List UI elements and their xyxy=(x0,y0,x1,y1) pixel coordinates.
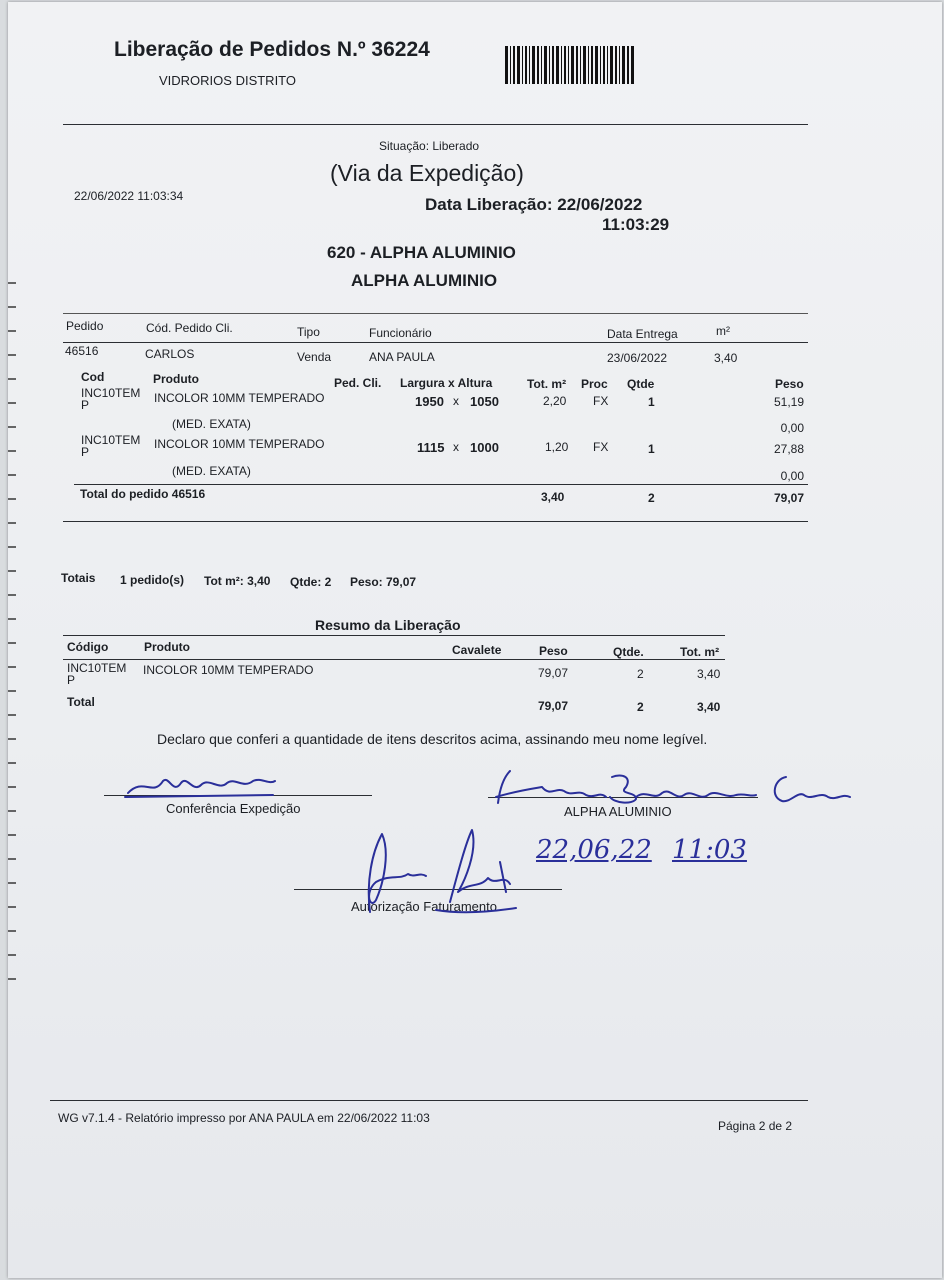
order-total-qtde: 2 xyxy=(648,491,655,505)
item-1-x: x xyxy=(453,394,459,408)
col-tipo: Tipo xyxy=(297,325,320,339)
client-line-2: ALPHA ALUMINIO xyxy=(351,271,498,290)
item-col-cod: Cod xyxy=(81,370,105,384)
item-1-proc: FX xyxy=(593,394,609,408)
col-cod-cli: Cód. Pedido Cli. xyxy=(146,321,233,335)
autorizacao-signature xyxy=(340,822,530,922)
item-1-cod-line1: INC10TEM xyxy=(81,386,141,400)
item-1-produto: INCOLOR 10MM TEMPERADO xyxy=(154,391,325,405)
item-2-proc: FX xyxy=(593,440,609,454)
totals-tot-m2: Tot m²: 3,40 xyxy=(204,574,271,588)
header-divider xyxy=(63,124,808,125)
totals-label: Totais xyxy=(61,571,96,585)
declaration-text: Declaro que conferi a quantidade de itens descritos acima, assinando meu nome legível. xyxy=(157,731,708,747)
item-col-ped-cli: Ped. Cli. xyxy=(334,376,382,390)
totals-qtde: Qtde: 2 xyxy=(290,575,332,589)
item-2-cod xyxy=(81,434,140,458)
handwritten-date: 22,06,22 xyxy=(536,835,652,865)
order-tipo: Venda xyxy=(297,350,332,364)
item-2-largura: 1115 xyxy=(417,440,445,455)
order-total-line xyxy=(74,484,808,485)
summary-row-qtde: 2 xyxy=(637,667,644,681)
item-2-note-peso: 0,00 xyxy=(780,469,804,483)
order-bottom-line xyxy=(63,521,808,522)
client-line-1: 620 - ALPHA ALUMINIO xyxy=(327,243,516,262)
item-1-cod-line2: P xyxy=(81,398,90,412)
footer-page-number: Página 2 de 2 xyxy=(718,1119,793,1133)
order-total-m2: 3,40 xyxy=(541,490,565,504)
printed-at: 22/06/2022 11:03:34 xyxy=(74,189,184,203)
item-2-produto: INCOLOR 10MM TEMPERADO xyxy=(154,437,325,451)
order-funcionario: ANA PAULA xyxy=(369,350,435,364)
item-2-x: x xyxy=(453,440,459,454)
client-signature xyxy=(486,767,856,811)
col-data-entrega: Data Entrega xyxy=(607,327,678,341)
item-col-largura-altura: Largura x Altura xyxy=(400,376,493,390)
document-page xyxy=(8,2,942,1278)
totals-pedidos: 1 pedido(s) xyxy=(120,573,185,587)
barcode xyxy=(505,46,635,86)
item-2-tot-m2: 1,20 xyxy=(545,440,569,454)
item-1-note: (MED. EXATA) xyxy=(172,417,251,431)
item-2-cod-line1: INC10TEM xyxy=(81,433,141,447)
item-col-produto: Produto xyxy=(153,372,199,386)
summary-total-tot-m2: 3,40 xyxy=(697,700,721,714)
order-total-peso: 79,07 xyxy=(773,491,804,505)
order-pedido: 46516 xyxy=(65,344,99,358)
summary-row-peso: 79,07 xyxy=(538,666,569,680)
summary-top-line xyxy=(63,635,725,636)
item-2-note: (MED. EXATA) xyxy=(172,464,251,478)
item-2-qtde: 1 xyxy=(648,442,655,456)
summary-row-codigo-line1: INC10TEM xyxy=(67,661,127,675)
summary-row-tot-m2: 3,40 xyxy=(697,667,721,681)
summary-total-qtde: 2 xyxy=(637,700,644,714)
item-1-note-peso: 0,00 xyxy=(780,421,804,435)
summary-title: Resumo da Liberação xyxy=(315,617,461,633)
item-1-qtde: 1 xyxy=(648,395,655,409)
item-col-tot-m2: Tot. m² xyxy=(527,377,567,391)
summary-total-label: Total xyxy=(67,695,95,709)
autorizacao-label: Autorização Faturamento xyxy=(351,899,497,914)
summary-col-tot-m2: Tot. m² xyxy=(680,645,720,659)
handwritten-time: 11:03 xyxy=(672,835,747,865)
col-funcionario: Funcionário xyxy=(369,326,432,340)
order-header-line xyxy=(63,342,808,343)
summary-row-codigo-line2: P xyxy=(67,673,76,687)
item-col-peso: Peso xyxy=(775,377,804,391)
release-time: 11:03:29 xyxy=(602,215,670,234)
item-1-tot-m2: 2,20 xyxy=(543,394,567,408)
company-name: VIDRORIOS DISTRITO xyxy=(159,73,296,88)
order-cod-cli: CARLOS xyxy=(145,347,195,361)
totals-peso: Peso: 79,07 xyxy=(350,575,417,589)
document-title: Liberação de Pedidos N.º 36224 xyxy=(114,38,430,61)
summary-header-line xyxy=(63,659,725,660)
footer-report-info: WG v7.1.4 - Relatório impresso por ANA PAULA em 22/06/2022 11:03 xyxy=(58,1111,430,1125)
item-1-cod xyxy=(81,387,140,411)
order-data-entrega: 23/06/2022 xyxy=(607,351,668,365)
summary-col-qtde: Qtde. xyxy=(613,645,644,659)
col-pedido: Pedido xyxy=(66,319,104,333)
item-col-proc: Proc xyxy=(581,377,608,391)
binder-margin xyxy=(8,282,16,982)
item-1-largura: 1950 xyxy=(415,394,444,409)
summary-col-cavalete: Cavalete xyxy=(452,643,502,657)
item-2-peso: 27,88 xyxy=(773,442,804,456)
summary-col-produto: Produto xyxy=(144,640,190,654)
item-2-altura: 1000 xyxy=(470,440,499,455)
order-total-label: Total do pedido 46516 xyxy=(80,487,206,501)
summary-row-produto: INCOLOR 10MM TEMPERADO xyxy=(143,663,314,677)
status-text: Situação: Liberado xyxy=(379,139,480,153)
order-m2: 3,40 xyxy=(714,351,738,365)
item-2-cod-line2: P xyxy=(81,445,90,459)
conferencia-label: Conferência Expedição xyxy=(166,801,301,816)
item-col-qtde: Qtde xyxy=(627,377,655,391)
conferencia-signature xyxy=(123,767,283,801)
copy-label: (Via da Expedição) xyxy=(330,160,524,186)
order-top-line xyxy=(63,313,808,314)
client-signature-label: ALPHA ALUMINIO xyxy=(564,804,672,819)
summary-col-codigo: Código xyxy=(67,640,109,654)
item-1-peso: 51,19 xyxy=(773,395,804,409)
item-1-altura: 1050 xyxy=(470,394,499,409)
col-m2: m² xyxy=(716,324,730,338)
summary-total-peso: 79,07 xyxy=(538,699,569,713)
summary-col-peso: Peso xyxy=(539,644,568,658)
footer-line xyxy=(50,1100,808,1101)
release-date: Data Liberação: 22/06/2022 xyxy=(425,195,643,214)
summary-row-codigo xyxy=(67,662,126,686)
